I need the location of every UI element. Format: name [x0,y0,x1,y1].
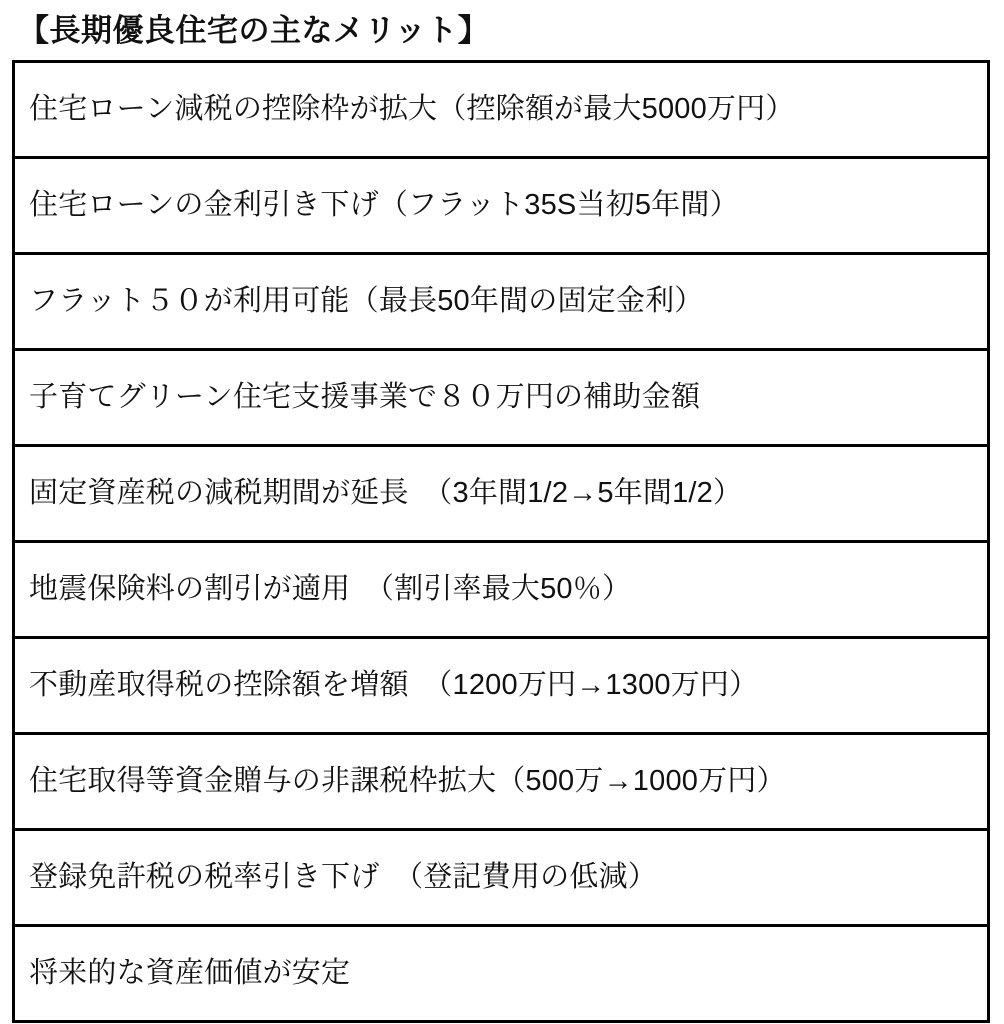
table-row [15,735,987,831]
table-cell-text: 子育てグリーン住宅支援事業で８０万円の補助金額 [29,380,701,413]
page-title: 【長期優良住宅の主なメリット】 [18,13,490,48]
table-row [15,639,987,735]
table-cell-text: 住宅ローンの金利引き下げ（フラット35S当初5年間） [29,188,739,221]
table-row [15,927,987,1023]
table-row [15,831,987,927]
table-cell-text: 地震保険料の割引が適用 （割引率最大50％） [29,572,632,605]
table-row [15,351,987,447]
table-cell-text: フラット５０が利用可能（最長50年間の固定金利） [29,284,704,317]
table-cell-text: 不動産取得税の控除額を増額 （1200万円→1300万円） [29,668,759,701]
table-cell-text: 住宅取得等資金贈与の非課税枠拡大（500万→1000万円） [29,764,786,797]
table-row [15,255,987,351]
table-row [15,447,987,543]
table-row [15,543,987,639]
table-cell-text: 登録免許税の税率引き下げ （登記費用の低減） [29,860,657,893]
table-cell-text: 将来的な資産価値が安定 [29,956,351,989]
table-cell-text: 住宅ローン減税の控除枠が拡大（控除額が最大5000万円） [29,92,795,125]
benefits-table [12,60,990,1023]
table-row [15,159,987,255]
table-row [15,63,987,159]
table-cell-text: 固定資産税の減税期間が延長 （3年間1/2→5年間1/2） [29,476,743,509]
